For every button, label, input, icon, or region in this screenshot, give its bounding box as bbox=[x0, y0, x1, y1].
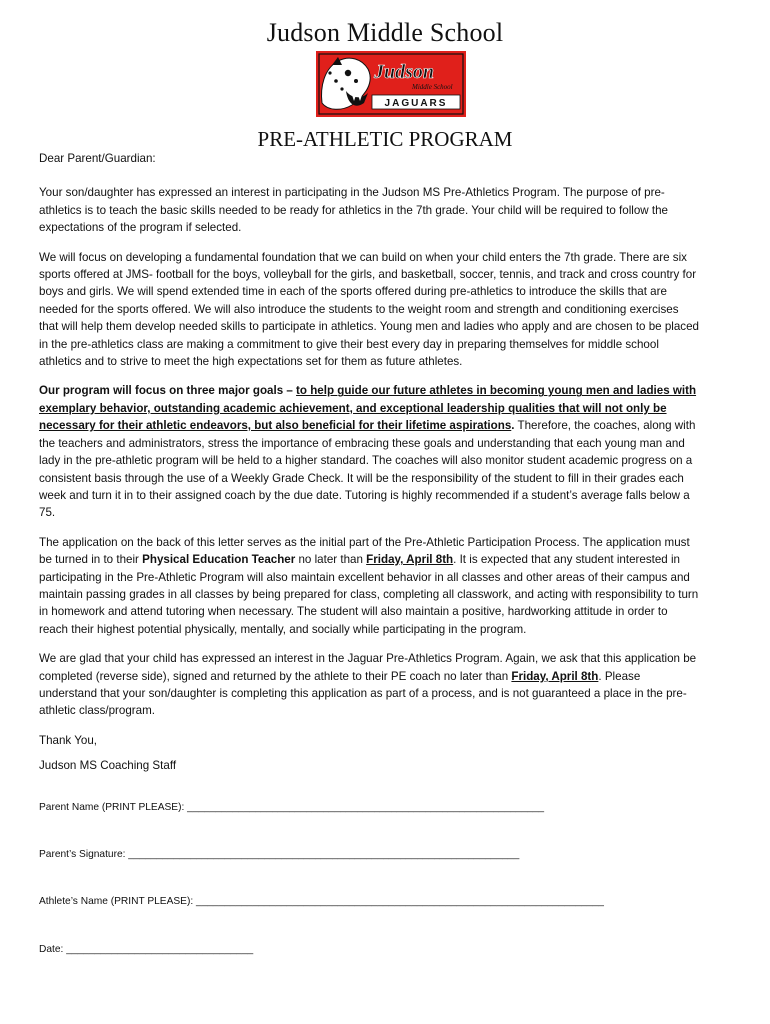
athlete-name-label: Athlete’s Name (PRINT PLEASE): bbox=[39, 896, 197, 908]
school-name: Judson Middle School bbox=[266, 18, 504, 47]
application-text-b: no later than bbox=[295, 553, 367, 567]
judson-jaguars-logo bbox=[316, 51, 466, 117]
paragraph-closing bbox=[39, 650, 699, 720]
paragraph-purpose: Your son/daughter has expressed an interest in participating in the Judson MS Pre-Athletics Program. The purpose of pre-athletics is to teach the basic skills needed to be ready for athletics in the 7th grade. Your child will be required to follow the expectations of the program if selected. bbox=[39, 186, 669, 235]
logo-sub-text: Middle School bbox=[412, 83, 453, 91]
application-text-a: The application on the back of this letter serves as the initial part of the Pre-Athletic Participation Process. The application must be turned in to their bbox=[39, 535, 690, 567]
athlete-name-line[interactable]: ________________________________________________________________________ bbox=[196, 896, 604, 908]
application-text-c: . It is expected that any student interested in participating in the Pre-Athletic Program will also maintain excellent behavior in all classes and other areas of their campus and maintain passing grades in all classes by being prepared for class, completing all classwork, and acting with responsibility to turn in homework and attend tutoring when necessary. The student will also maintain a positive, hardworking attitude in order to reach their highest potential physically, mentally, and socially while participating in the program. bbox=[39, 553, 699, 636]
parent-name-line[interactable]: _______________________________________________________________ bbox=[187, 801, 545, 813]
parent-name-field[interactable] bbox=[39, 799, 699, 816]
date-label: Date: bbox=[39, 943, 67, 955]
parent-signature-line[interactable]: _____________________________________________________________________ bbox=[128, 849, 520, 860]
closing-deadline-date: Friday, April 8th bbox=[511, 669, 599, 683]
closing-text-a: We are glad that your child has expressed an interest in the Jaguar Pre-Athletics Program. Again, we ask that this application be completed (reverse side), signed and returned by the athlete to their PE coach no later than bbox=[39, 652, 697, 683]
closing-text-b: . Please understand that your son/daughter is completing this application as part of a process, and is not guaranteed a place in the pre-athletic class/program. bbox=[39, 669, 687, 718]
date-line[interactable]: _________________________________ bbox=[66, 943, 254, 955]
deadline-date: Friday, April 8th bbox=[366, 553, 454, 567]
goals-underlined-text: to help guide our future athletes in becoming young men and ladies with exemplary behavior, outstanding academic achievement, and exceptional leadership qualities that will not only be necessary for their athletic endeavors, but also beneficial for their lifetime aspirations bbox=[39, 384, 697, 433]
parent-name-label: Parent Name (PRINT PLEASE): bbox=[39, 801, 188, 813]
paragraph-goals bbox=[39, 382, 699, 521]
signature-form bbox=[39, 799, 699, 959]
paragraph-foundation: We will focus on developing a fundamental foundation that we can build on when your child enters the 7th grade. There are six sports offered at JMS- football for the boys, volleyball for the girls, and basketball, soccer, tennis, and track and cross country for boys and girls. We will spend extended time in each of the sports offered during pre-athletics to introduce the skills that are needed for the sports offered. We will also introduce the students to the weight room and strength and conditioning exercises that will help them develop needed skills to participate in athletics. Young men and ladies who apply and are chosen to be placed in the pre-athletics class are making a commitment to give their best every day in preparing themselves for middle school athletics and to strive to meet the high expectations set for them as future athletes. bbox=[39, 250, 699, 369]
logo-brand-text: Judson bbox=[374, 61, 435, 83]
salutation: Dear Parent/Guardian: bbox=[39, 152, 156, 165]
paragraph-application bbox=[39, 534, 699, 638]
logo-mascot-text: JAGUARS bbox=[384, 98, 448, 109]
signature-staff: Judson MS Coaching Staff bbox=[39, 759, 177, 773]
letter-body bbox=[39, 150, 699, 988]
goals-period: . bbox=[511, 419, 515, 433]
program-title: PRE-ATHLETIC PROGRAM bbox=[257, 127, 513, 151]
pe-teacher-text: Physical Education Teacher bbox=[142, 553, 296, 567]
parent-signature-field[interactable] bbox=[39, 846, 699, 863]
goals-rest-text: Therefore, the coaches, along with the teachers and administrators, stress the importance of embracing these goals and understanding that each young man and lady in the pre-athletic program will be held to a higher standard. The coaches will also monitor student academic progress on a consistent basis through the use of a Weekly Grade Check. It will be the responsibility of the student to fill in their grades each week and turn it in to their assigned coach by the due date. Tutoring is highly recommended if a student’s average falls below a 75. bbox=[39, 419, 696, 520]
goals-lead-text: Our program will focus on three major goals – bbox=[39, 384, 297, 398]
parent-signature-label: Parent’s Signature: bbox=[39, 849, 129, 860]
date-field[interactable] bbox=[39, 941, 699, 958]
athlete-name-field[interactable] bbox=[39, 893, 699, 910]
thank-you: Thank You, bbox=[39, 733, 98, 747]
